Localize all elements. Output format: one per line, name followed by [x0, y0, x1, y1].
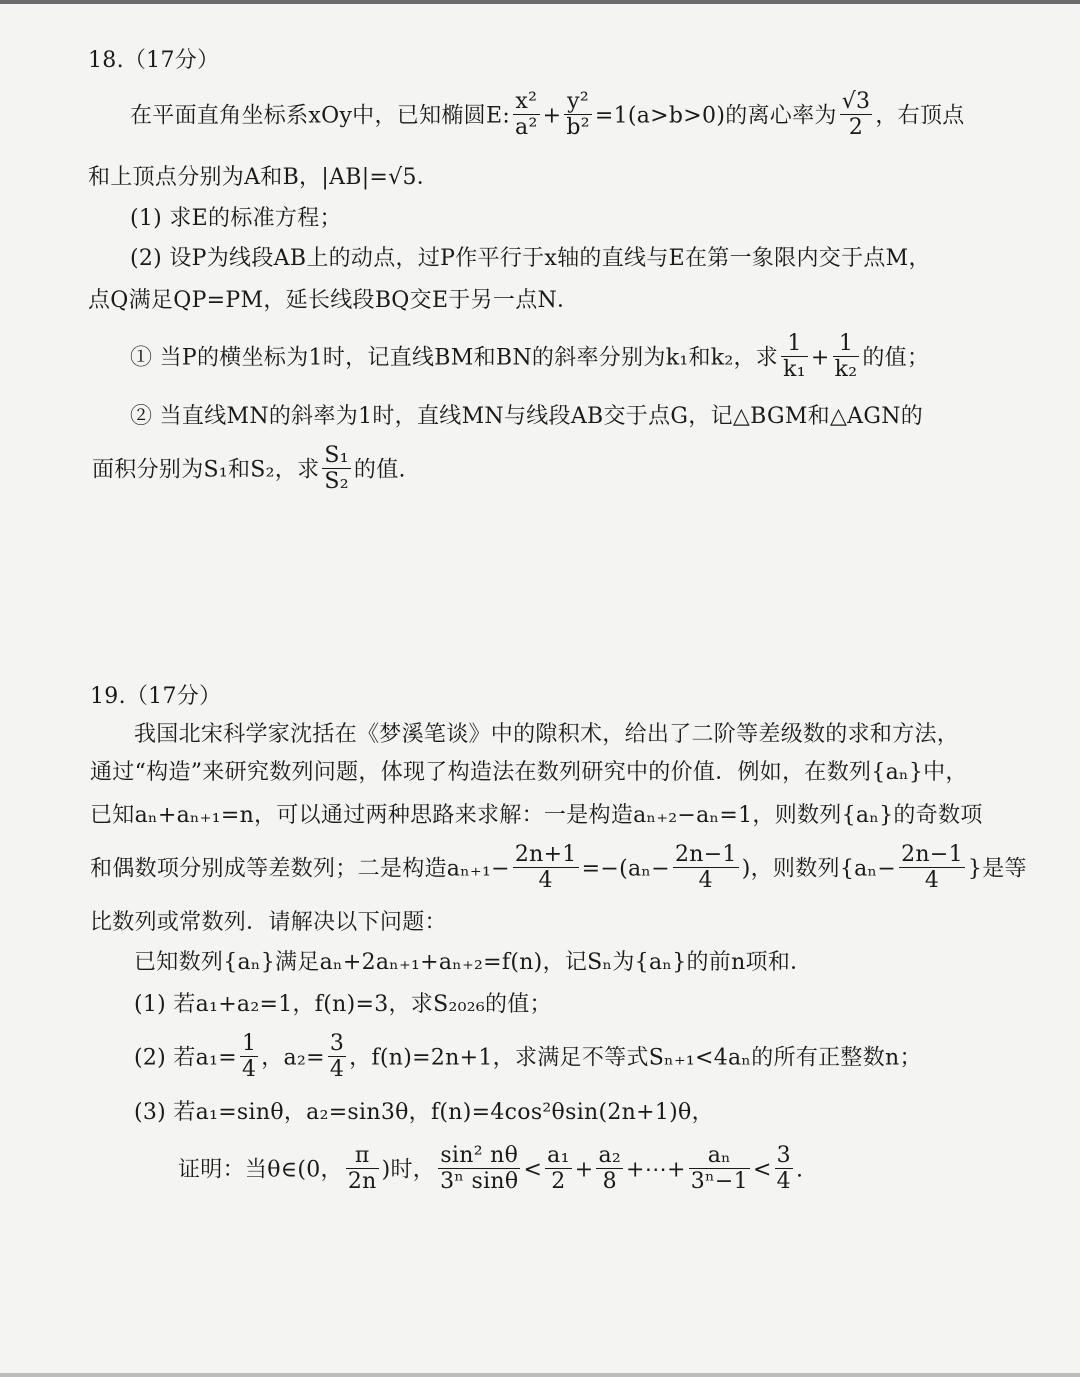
q19-part1: (1) 若a₁+a₂=1，f(n)=3，求S₂₀₂₆的值； [134, 992, 552, 1017]
a2-value-fraction [328, 1032, 346, 1081]
frac-numerator: S₁ [324, 443, 349, 468]
q18-sub2-text-b: 的值. [353, 457, 406, 483]
eccentricity-fraction [840, 90, 873, 139]
reciprocal-k2-fraction [833, 332, 860, 381]
reciprocal-k1-fraction [781, 332, 808, 381]
q19-p4-text-a: 和偶数项分别成等差数列；二是构造aₙ₊₁− [90, 856, 510, 882]
frac-denominator: 4 [241, 1057, 257, 1083]
scan-edge-bottom [0, 1373, 1080, 1377]
less-than-sign: < [523, 1157, 543, 1183]
proof-text-b: )时， [381, 1157, 436, 1183]
q18-part1: (1) 求E的标准方程； [130, 206, 342, 231]
q18-sub2-line-a: ② 当直线MN的斜率为1时，直线MN与线段AB交于点G，记△BGM和△AGN的 [130, 404, 924, 429]
frac-denominator: a² [515, 115, 538, 141]
construct-fraction-3 [899, 843, 965, 892]
q18-line1-text-c: ，右顶点 [875, 103, 965, 129]
frac-denominator: 2 [551, 1169, 566, 1195]
frac-numerator: 2n−1 [674, 842, 737, 867]
q19-p4-text-d: }是等 [967, 856, 1027, 882]
frac-numerator: π [346, 1144, 379, 1169]
q18-line1-text-a: 在平面直角坐标系xOy中，已知椭圆E: [130, 103, 511, 129]
frac-denominator: b² [566, 115, 590, 141]
frac-denominator: 2n [347, 1169, 377, 1195]
term2-fraction [596, 1144, 623, 1193]
upper-bound-fraction [775, 1144, 793, 1193]
frac-numerator: 2n+1 [514, 842, 577, 867]
q18-part2-line-b: 点Q满足QP=PM，延长线段BQ交E于另一点N． [88, 288, 580, 313]
q19-part2-text-b: ，a₂= [261, 1045, 325, 1071]
proof-text-a: 证明：当θ∈(0， [178, 1157, 343, 1183]
q19-para-line3: 已知aₙ+aₙ₊₁=n，可以通过两种思路来求解：一是构造aₙ₊₂−aₙ=1，则数列{aₙ}的奇数项 [90, 803, 983, 828]
frac-numerator: y² [564, 90, 592, 115]
frac-numerator: a₂ [598, 1143, 621, 1168]
frac-numerator: 3 [329, 1031, 345, 1056]
frac-denominator: 2 [848, 115, 864, 141]
frac-numerator: 3 [776, 1143, 791, 1168]
frac-denominator: S₂ [324, 469, 349, 495]
q18-sub2-text-a: 面积分别为S₁和S₂，求 [92, 457, 320, 483]
frac-denominator: 3ⁿ−1 [690, 1169, 748, 1195]
q18-line1 [130, 89, 965, 141]
theta-range-fraction [346, 1144, 379, 1193]
q19-para-line2: 通过“构造”来研究数列问题，体现了构造法在数列研究中的价值．例如，在数列{aₙ}中， [90, 760, 968, 785]
q19-para-line4 [90, 842, 1027, 894]
frac-denominator: k₁ [783, 357, 806, 383]
q18-part2-line-a: (2) 设P为线段AB上的动点，过P作平行于x轴的直线与E在第一象限内交于点M， [130, 246, 931, 271]
scan-edge-top [0, 0, 1080, 4]
less-than-sign: < [752, 1157, 772, 1183]
ellipsis-sum: +⋯+ [626, 1157, 686, 1183]
q18-line1-text-b: =1(a>b>0)的离心率为 [594, 103, 837, 129]
frac-numerator: 1 [241, 1031, 257, 1056]
a1-value-fraction [240, 1032, 258, 1081]
q18-sub2-line-b [92, 443, 406, 495]
ellipse-y-fraction [564, 90, 592, 139]
area-ratio-fraction [322, 444, 351, 493]
q18-line2: 和上顶点分别为A和B，|AB|=√5． [88, 165, 440, 190]
plus-sign: + [574, 1157, 594, 1183]
frac-denominator: 4 [924, 868, 940, 894]
frac-numerator: aₙ [689, 1144, 750, 1169]
frac-numerator: sin² nθ [438, 1144, 520, 1169]
frac-numerator: 2n−1 [901, 842, 963, 867]
frac-denominator: 4 [698, 868, 713, 894]
proof-end-period: . [795, 1157, 804, 1183]
q19-proof-line [178, 1143, 804, 1195]
frac-denominator: 4 [776, 1169, 791, 1195]
construct-fraction-1 [513, 843, 579, 892]
frac-numerator: √3 [841, 89, 871, 114]
plus-sign: + [810, 345, 830, 371]
frac-denominator: k₂ [834, 357, 858, 383]
frac-numerator: x² [513, 90, 540, 115]
q18-sub1-text-a: ① 当P的横坐标为1时，记直线BM和BN的斜率分别为k₁和k₂，求 [130, 345, 779, 371]
frac-denominator: 4 [538, 868, 553, 894]
termn-fraction [689, 1144, 750, 1193]
plus-sign: + [542, 103, 562, 129]
q19-para-line5: 比数列或常数列．请解决以下问题： [90, 910, 447, 935]
q19-part2-text-a: (2) 若a₁= [134, 1045, 237, 1071]
construct-fraction-2 [673, 843, 739, 892]
q18-heading: 18.（17分） [88, 48, 220, 73]
frac-numerator: a₁ [547, 1143, 570, 1168]
frac-numerator: 1 [781, 332, 808, 357]
ellipse-x-fraction [513, 90, 540, 139]
frac-denominator: 8 [602, 1169, 617, 1195]
q19-heading: 19.（17分） [90, 684, 222, 709]
frac-denominator: 3ⁿ sinθ [440, 1169, 519, 1195]
frac-denominator: 4 [329, 1057, 345, 1083]
q19-p4-text-c: )，则数列{aₙ− [741, 856, 897, 882]
frac-numerator: 1 [833, 332, 860, 357]
q19-part3: (3) 若a₁=sinθ，a₂=sin3θ，f(n)=4cos²θsin(2n+1)θ， [134, 1100, 714, 1125]
q18-sub1 [130, 331, 930, 383]
q19-part2-text-c: ，f(n)=2n+1，求满足不等式Sₙ₊₁<4aₙ的所有正整数n； [349, 1045, 922, 1071]
q19-part2 [134, 1031, 922, 1083]
q19-para-line1: 我国北宋科学家沈括在《梦溪笔谈》中的隙积术，给出了二阶等差级数的求和方法， [134, 722, 960, 747]
lower-bound-fraction [438, 1144, 520, 1193]
term1-fraction [545, 1144, 572, 1193]
q18-sub1-text-b: 的值； [862, 345, 930, 371]
q19-p4-text-b: =−(aₙ− [581, 856, 670, 882]
q19-given: 已知数列{aₙ}满足aₙ+2aₙ₊₁+aₙ₊₂=f(n)，记Sₙ为{aₙ}的前n项和． [134, 950, 813, 975]
